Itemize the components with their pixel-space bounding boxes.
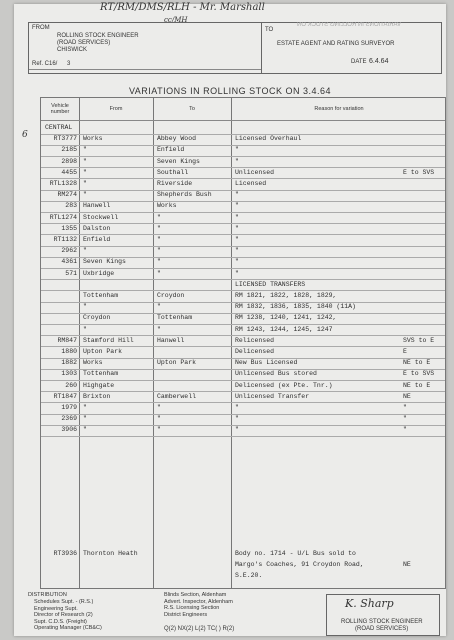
to-cell: " [157, 303, 161, 311]
reason-cell: " [235, 247, 239, 255]
to-cell: " [157, 426, 161, 434]
reason-cell: Licensed Overhaul [235, 135, 302, 143]
from-line-3: CHISWICK [57, 47, 87, 53]
reason-cell: RM 1832, 1836, 1835, 1840 (11A) [235, 303, 356, 311]
reason-cell: Relicensed [235, 336, 275, 344]
signature-box [326, 594, 440, 636]
header-ref-rule [29, 69, 261, 70]
allocation-note-cell: SVS to E [403, 336, 435, 344]
vehicle-number-cell: 1882 [61, 359, 77, 367]
vehicle-number-cell: CENTRAL [45, 124, 73, 131]
signature-line-2: (ROAD SERVICES) [355, 626, 409, 632]
vehicle-number-cell: RM274 [57, 191, 77, 199]
reason-cell: " [235, 415, 239, 423]
reason-cell: Delicensed (ex Pte. Tnr.) [235, 381, 333, 389]
to-cell: " [157, 269, 161, 277]
to-cell: Seven Kings [157, 157, 200, 165]
row-rule [41, 156, 445, 157]
vehicle-number-cell: RT3777 [53, 135, 77, 143]
header-divider [261, 23, 262, 73]
from-cell: Enfield [83, 236, 111, 243]
col-header-vehicle: Vehicle number [50, 103, 70, 115]
row-rule [41, 436, 445, 437]
reason-cell: S.E.20. [235, 572, 263, 579]
to-label: TO [265, 27, 274, 33]
ref-label: Ref. C16/ [32, 61, 58, 67]
vehicle-number-cell: 2962 [61, 247, 77, 255]
variations-table [40, 97, 446, 589]
to-cell: Abbey Wood [157, 135, 197, 143]
reason-cell: LICENSED TRANSFERS [235, 280, 306, 288]
vehicle-number-cell: 1355 [61, 224, 77, 232]
handwritten-routing-note: RT/RM/DMS/RLH - Mr. Marshall [100, 2, 265, 13]
reason-cell: New Bus Licensed [235, 359, 298, 367]
vehicle-number-cell: RTL1328 [49, 180, 77, 187]
ref-value: 3 [67, 61, 71, 67]
vehicle-number-cell: 2898 [61, 157, 77, 165]
vehicle-number-cell: 4361 [61, 258, 77, 266]
vehicle-number-cell: RT3936 [53, 550, 77, 557]
vehicle-number-cell: 571 [65, 269, 77, 277]
row-rule [41, 402, 445, 403]
reason-cell: " [235, 269, 239, 277]
date-value: 6.4.64 [369, 58, 389, 65]
from-cell: Works [83, 359, 103, 367]
from-cell: Tottenham [83, 292, 119, 299]
reason-cell: " [235, 146, 239, 154]
vehicle-number-cell: RT1847 [53, 392, 77, 400]
from-cell: " [83, 415, 87, 423]
vehicle-number-cell: RM847 [57, 336, 77, 344]
allocation-note-cell: NE to E [403, 381, 431, 389]
reason-cell: " [235, 404, 239, 411]
from-cell: " [83, 191, 87, 199]
allocation-note-cell: " [403, 404, 407, 411]
row-rule [41, 425, 445, 426]
distribution-entry: District Engineers [164, 611, 208, 618]
reason-cell: Unlicensed Transfer [235, 392, 310, 400]
from-cell: Hanwell [83, 202, 111, 210]
from-line-2: (ROAD SERVICES) [57, 40, 111, 46]
row-rule [41, 414, 445, 415]
distribution-entry: Advert. Inspector, Aldenham [164, 598, 233, 605]
from-cell: Tottenham [83, 370, 119, 378]
to-cell: " [157, 247, 161, 255]
from-cell: Seven Kings [83, 258, 126, 266]
row-rule [41, 246, 445, 247]
col-rule-3 [231, 98, 232, 588]
from-line-1: ROLLING STOCK ENGINEER [57, 33, 139, 39]
to-cell: Tottenham [157, 314, 193, 322]
to-cell: Camberwell [157, 392, 197, 400]
to-cell: " [157, 325, 161, 333]
handwritten-signature: K. Sharp [345, 597, 394, 610]
from-label: FROM [32, 25, 50, 31]
bleed-through-text: VARIATIONS IN ROLLING STOCK ON [297, 22, 402, 28]
reason-cell: " [235, 202, 239, 210]
reason-cell: " [235, 191, 239, 199]
to-cell: Riverside [157, 180, 193, 187]
row-rule [41, 145, 445, 146]
vehicle-number-cell: RTL1274 [49, 213, 77, 221]
reason-cell: " [235, 426, 239, 434]
reason-cell: RM 1238, 1240, 1241, 1242, [235, 314, 337, 322]
from-cell: " [83, 247, 87, 255]
vehicle-number-cell: 283 [65, 202, 77, 210]
reason-cell: " [235, 236, 239, 243]
distribution-entry: Operating Manager (CB&C) [34, 625, 102, 631]
col-header-from: From [109, 106, 123, 112]
allocation-note-cell: E to SVS [403, 168, 435, 176]
distribution-entry: Schedules Supt. - (R.S.) [34, 599, 94, 605]
from-cell: " [83, 303, 87, 311]
from-cell: Uxbridge [83, 269, 115, 277]
allocation-note-cell: " [403, 415, 407, 423]
to-cell: Croydon [157, 292, 185, 299]
to-cell: " [157, 258, 161, 266]
distribution-codes: Q(2) NX(2) L(2) TC( ) R(2) [164, 626, 235, 632]
from-cell: Brixton [83, 392, 111, 400]
vehicle-number-cell: 1880 [61, 348, 77, 355]
document-sheet [14, 4, 446, 636]
col-header-to: To [189, 106, 195, 112]
date-label: DATE [351, 59, 367, 65]
from-cell: " [83, 180, 87, 187]
distribution-entry: R.S. Licensing Section [164, 605, 220, 611]
reason-cell: Unlicensed Bus stored [235, 370, 317, 378]
vehicle-number-cell: RT1132 [53, 236, 77, 243]
reason-cell: Unlicensed [235, 168, 275, 176]
distribution-label: DISTRIBUTION [28, 592, 67, 598]
from-cell: " [83, 157, 87, 165]
from-cell: Stamford Hill [83, 336, 134, 344]
from-cell: Stockwell [83, 213, 119, 221]
col-header-reason: Reason for variation [314, 106, 364, 112]
col-rule-2 [153, 98, 154, 588]
distribution-entry: Blinds Section, Aldenham [164, 592, 227, 598]
to-cell: Upton Park [157, 359, 197, 367]
vehicle-number-cell: 3906 [61, 426, 77, 434]
reason-cell: Licensed [235, 180, 267, 187]
to-cell: " [157, 236, 161, 243]
from-cell: Upton Park [83, 348, 123, 355]
vehicle-number-cell: 2369 [61, 415, 77, 423]
header-row-rule [41, 120, 445, 121]
reason-cell: " [235, 224, 239, 232]
reason-cell: RM 1821, 1822, 1828, 1829, [235, 292, 337, 299]
reason-cell: " [235, 213, 239, 221]
allocation-note-cell: NE [403, 561, 411, 568]
allocation-note-cell: NE to E [403, 359, 431, 367]
distribution-entry: Director of Research (2) [34, 612, 93, 618]
handwritten-cc-note: cc/MH [164, 16, 188, 24]
vehicle-number-cell: 4455 [61, 168, 77, 176]
from-cell: " [83, 404, 87, 411]
to-cell: Hanwell [157, 336, 185, 344]
vehicle-number-cell: 1979 [61, 404, 77, 411]
header-box [28, 22, 442, 74]
vehicle-number-cell: 260 [65, 381, 77, 389]
from-cell: " [83, 426, 87, 434]
vehicle-number-cell: 2185 [61, 146, 77, 154]
to-cell: " [157, 415, 161, 423]
allocation-note-cell: E [403, 348, 407, 355]
to-cell: Shepherds Bush [157, 191, 212, 199]
from-cell: " [83, 325, 87, 333]
from-cell: " [83, 146, 87, 154]
reason-cell: Delicensed [235, 348, 275, 355]
distribution-entry: Engineering Supt. [34, 605, 78, 612]
from-cell: Thornton Heath [83, 550, 138, 557]
handwritten-margin-mark: 6 [22, 130, 28, 140]
to-cell: " [157, 224, 161, 232]
signature-line-1: ROLLING STOCK ENGINEER [341, 619, 423, 625]
to-cell: " [157, 213, 161, 221]
reason-cell: Body no. 1714 - U/L Bus sold to [235, 550, 356, 557]
allocation-note-cell: NE [403, 392, 411, 400]
from-cell: " [83, 168, 87, 176]
row-rule [41, 190, 445, 191]
page-title: VARIATIONS IN ROLLING STOCK ON 3.4.64 [128, 86, 332, 96]
from-cell: Croydon [83, 314, 111, 322]
to-value: ESTATE AGENT AND RATING SURVEYOR [277, 41, 395, 47]
allocation-note-cell: E to SVS [403, 370, 435, 378]
to-cell: " [157, 404, 161, 411]
reason-cell: " [235, 258, 239, 266]
allocation-note-cell: " [403, 426, 407, 434]
to-cell: Southall [157, 168, 189, 176]
reason-cell: RM 1243, 1244, 1245, 1247 [235, 325, 333, 333]
reason-cell: Margo's Coaches, 91 Croydon Road, [235, 561, 364, 568]
col-rule-1 [79, 98, 80, 588]
vehicle-number-cell: 1303 [61, 370, 77, 378]
from-cell: Works [83, 135, 103, 143]
to-cell: Enfield [157, 146, 185, 154]
from-cell: Dalston [83, 224, 111, 232]
from-cell: Highgate [83, 381, 115, 389]
reason-cell: " [235, 157, 239, 165]
distribution-entry: Supt. C.D.S. (Freight) [34, 618, 87, 625]
to-cell: Works [157, 202, 177, 210]
